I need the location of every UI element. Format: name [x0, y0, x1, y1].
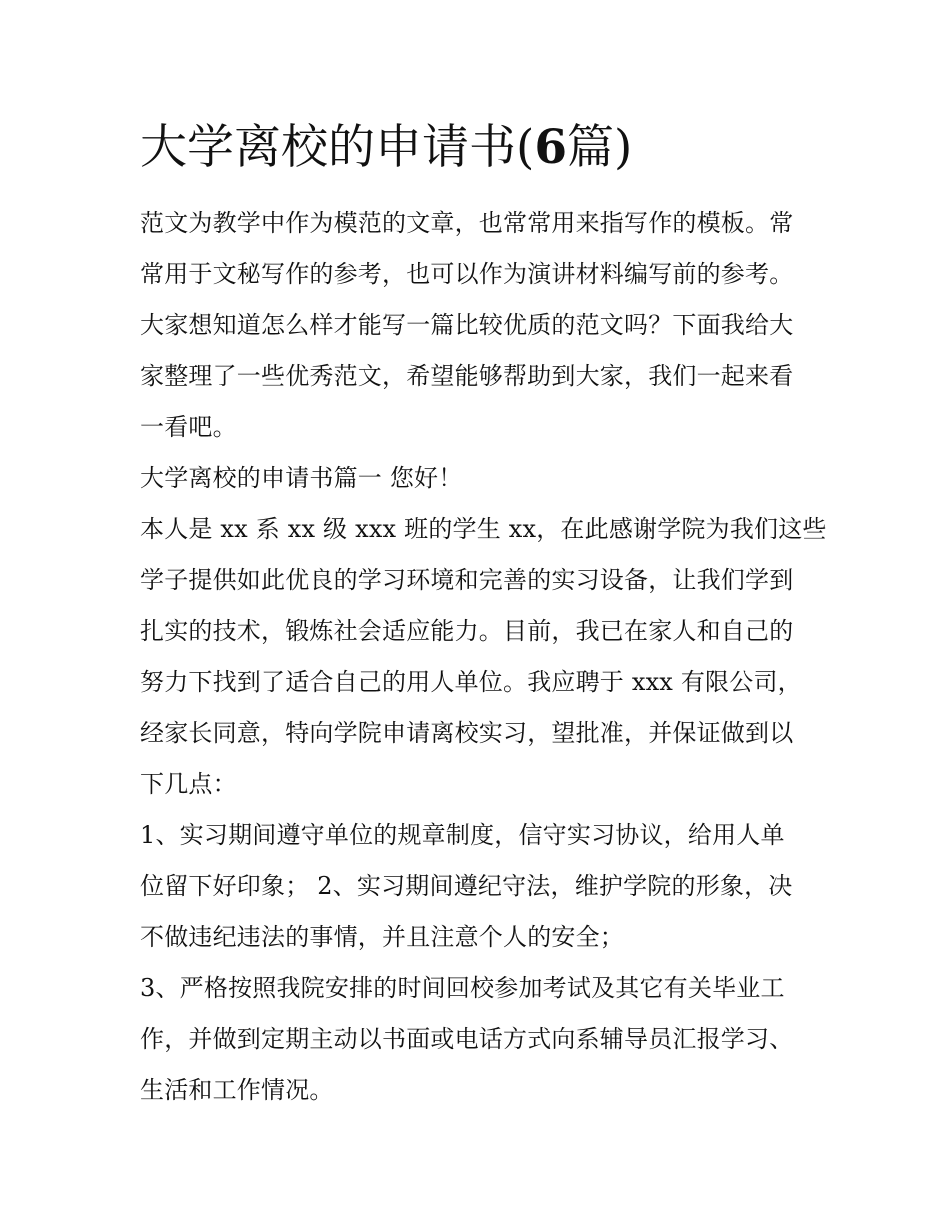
text-line: 常用于文秘写作的参考，也可以作为演讲材料编写前的参考。 — [140, 260, 794, 288]
text-line: 下几点： — [140, 770, 237, 798]
title-end: 篇) — [567, 120, 633, 175]
list-item-line: 3、严格按照我院安排的时间回校参加考试及其它有关毕业工 — [140, 974, 785, 1002]
text-line: 本人是 xx 系 xx 级 xxx 班的学生 xx，在此感谢学院为我们这些 — [140, 515, 827, 543]
text-line: 家整理了一些优秀范文，希望能够帮助到大家，我们一起来看 — [140, 362, 794, 390]
list-item-line: 1、实习期间遵守单位的规章制度，信守实习协议，给用人单 — [140, 821, 785, 849]
list-item-line: 位留下好印象； 2、实习期间遵纪守法，维护学院的形象，决 — [140, 872, 793, 900]
text-line: 大家想知道怎么样才能写一篇比较优质的范文吗？下面我给大 — [140, 311, 794, 339]
text-line: 范文为教学中作为模范的文章，也常常用来指写作的模板。常 — [140, 209, 794, 237]
text-line: 学子提供如此优良的学习环境和完善的实习设备，让我们学到 — [140, 566, 794, 594]
page-title — [140, 112, 632, 184]
text-line: 扎实的技术，锻炼社会适应能力。目前，我已在家人和自己的 — [140, 617, 794, 645]
text-line: 一看吧。 — [140, 413, 237, 441]
list-item-line: 生活和工作情况。 — [140, 1076, 334, 1104]
document-body — [140, 198, 827, 1116]
text-line: 经家长同意，特向学院申请离校实习，望批准，并保证做到以 — [140, 719, 794, 747]
list-item-line: 作，并做到定期主动以书面或电话方式向系辅导员汇报学习、 — [140, 1025, 794, 1053]
list-item-line: 不做违纪违法的事情，并且注意个人的安全； — [140, 923, 624, 951]
title-main: 大学离校的申请书( — [140, 120, 535, 175]
text-line: 努力下找到了适合自己的用人单位。我应聘于 xxx 有限公司， — [140, 668, 802, 696]
title-number: 6 — [534, 120, 568, 175]
section-heading: 大学离校的申请书篇一 您好！ — [140, 464, 463, 492]
